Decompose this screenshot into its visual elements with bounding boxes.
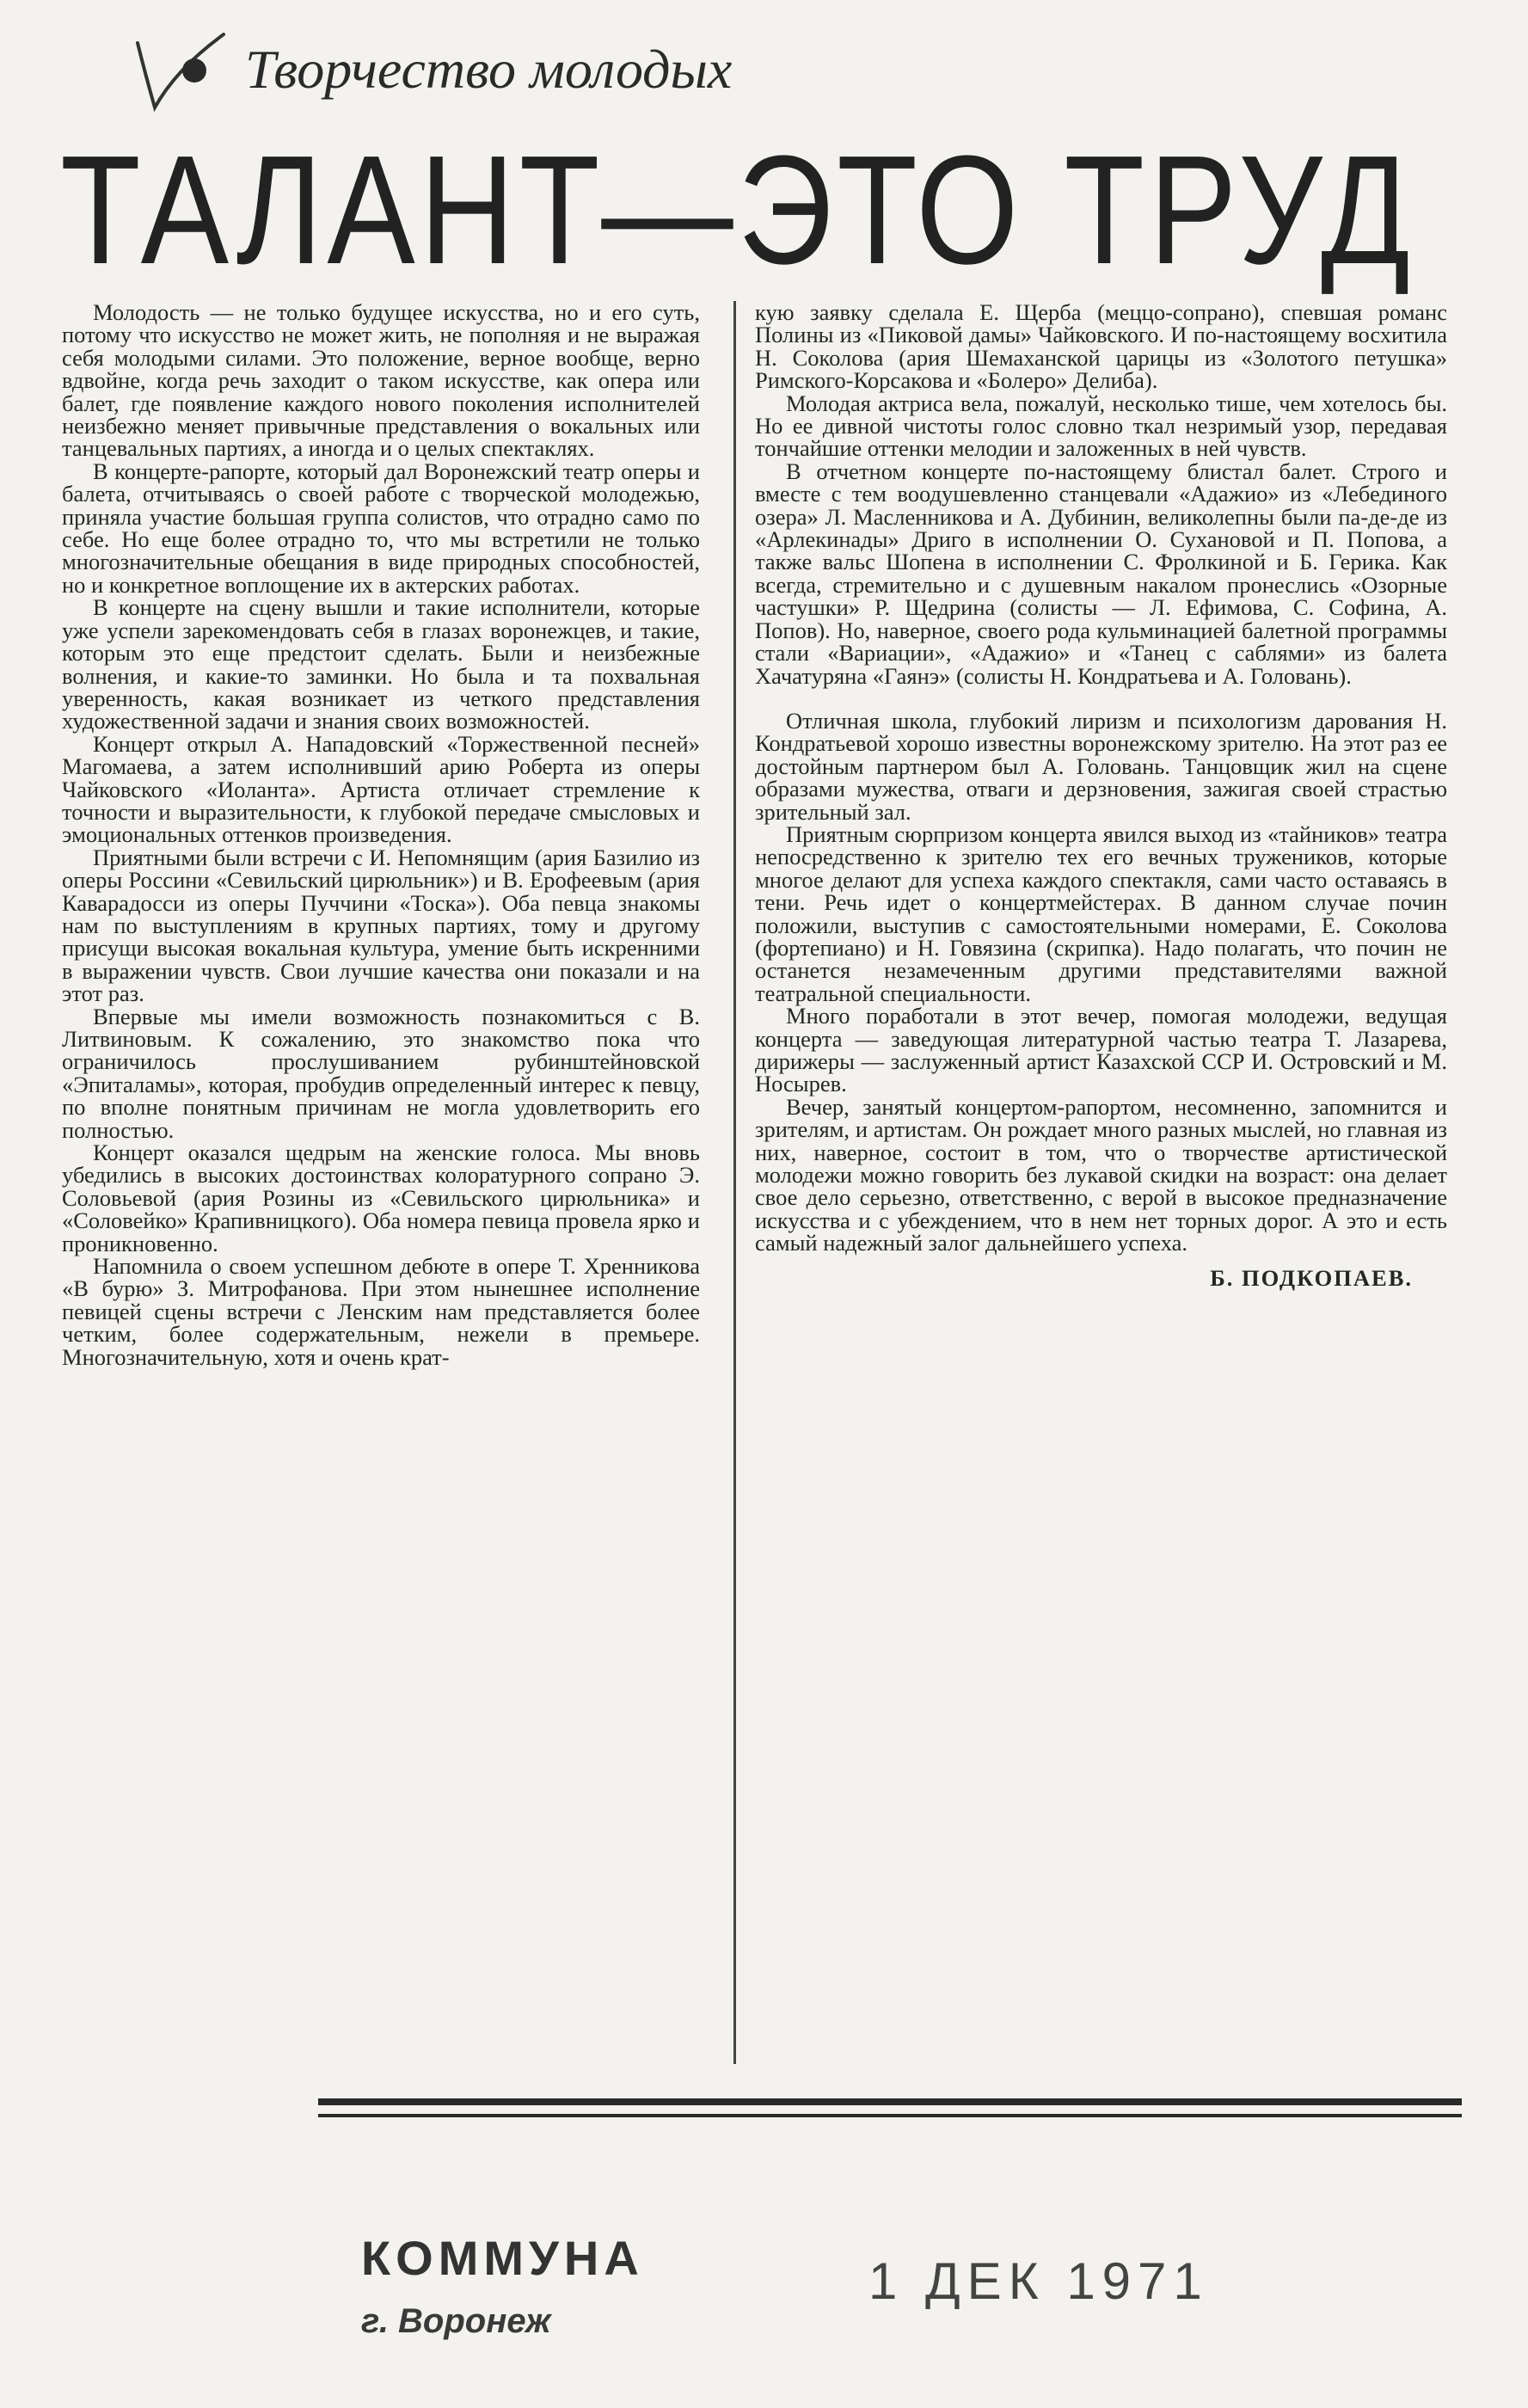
handwritten-check-mark — [129, 26, 232, 120]
stamp-city: г. Воронеж — [361, 2302, 551, 2340]
left-column — [62, 301, 700, 1368]
paragraph: Концерт оказался щедрым на женские голоса. Мы вновь убедились в высоких достоинствах колоратурного сопрано Э. Соловьевой (ария Розины из «Севильского цирюльника» и «Соловейко» Крапивницкого). Оба номера певица провела ярко и проникновенно. — [62, 1140, 700, 1256]
paragraph: Напомнила о своем успешном дебюте в опере Т. Хренникова «В бурю» З. Митрофанова. При этом нынешнее исполнение певицей сцены встречи с Ленским нам представляется более четким, более содержательным, нежели в премьере. Многозначительную, хотя и очень крат- — [62, 1253, 700, 1370]
paragraph: Приятными были встречи с И. Непомнящим (ария Базилио из оперы Россини «Севильский цирюльник») и В. Ерофеевым (ария Каварадосси из оперы Пуччини «Тоска»). Оба певца знакомы нам по выступлениям в крупных партиях, тому и другому присущи высокая вокальная культура, умение быть искренними в выражении чувств. Свои лучшие качества они показали и на этот раз. — [62, 844, 700, 1007]
right-column — [755, 301, 1447, 1289]
paragraph: В отчетном концерте по-настоящему блистал балет. Строго и вместе с тем воодушевленно станцевали «Адажио» из «Лебединого озера» Л. Масленникова и А. Дубинин, великолепны были па-де-де из «Арлекинады» Дриго в исполнении О. Сухановой и П. Попова, а также вальс Шопена в исполнении С. Фролкиной и Б. Герика. Как всегда, стремительно и с душевным накалом пронеслись «Озорные частушки» Р. Щедрина (солисты — Л. Ефимова, С. Софина, А. Попов). Но, наверное, своего рода кульминацией балетной программы стали «Вариации», «Адажио» и «Танец с саблями» из балета Хачатуряна «Гаянэ» (солисты Н. Кондратьева и А. Головань). — [755, 458, 1447, 689]
rubric-kicker: Творчество молодых — [245, 39, 733, 100]
paragraph: Молодость — не только будущее искусства, но и его суть, потому что искусство не может жить, не пополняя и не выражая себя молодыми силами. Это положение, верное вообще, верно вдвойне, когда речь заходит о таком искусстве, как опера или балет, где появление каждого нового поколения исполнителей неизбежно меняет привычные представления о вокальных или танцевальных партиях, а иногда и о целых спектаклях. — [62, 299, 700, 462]
author-signature: Б. ПОДКОПАЕВ. — [1210, 1264, 1413, 1291]
stamp-newspaper-name: КОММУНА — [361, 2231, 644, 2285]
bottom-rule-thin — [318, 2114, 1462, 2117]
paragraph: Отличная школа, глубокий лиризм и психологизм дарования Н. Кондратьевой хорошо известны воронежскому зрителю. На этот раз ее достойным партнером был А. Головань. Танцовщик жил на сцене образами мужества, отваги и дерзновения, зажигая своей страстью зрительный зал. — [755, 707, 1447, 825]
bottom-rule — [318, 2098, 1462, 2105]
paragraph: Впервые мы имели возможность познакомиться с В. Литвиновым. К сожалению, это знакомство пока что ограничилось прослушиванием рубинштейновской «Эпиталамы», которая, пробудив определенный интерес к певцу, по вполне понятным причинам не могла удовлетворить его полностью. — [62, 1003, 700, 1143]
stamp-date: 1 ДЕК 1971 — [868, 2252, 1209, 2310]
paragraph: Концерт открыл А. Нападовский «Торжественной песней» Магомаева, а затем исполнивший арию Роберта из оперы Чайковского «Иоланта». Артиста отличает стремление к точности и выразительности, к глубокой передаче смысловых и эмоциональных оттенков произведения. — [62, 730, 700, 848]
paragraph: В концерте-рапорте, который дал Воронежский театр оперы и балета, отчитываясь о своей работе с творческой молодежью, приняла участие большая группа солистов, что отрадно само по себе. Но еще более отрадно то, что мы встретили не только многозначительные обещания в виде природных способностей, но и конкретное воплощение их в актерских работах. — [62, 458, 700, 598]
paragraph: Молодая актриса вела, пожалуй, несколько тише, чем хотелось бы. Но ее дивной чистоты голос словно ткал незримый узор, передавая тончайшие оттенки мелодии и заложенных в ней чувств. — [755, 390, 1447, 462]
paragraph: Много поработали в этот вечер, помогая молодежи, ведущая концерта — заведующая литературной частью театра Т. Лазарева, дирижеры — заслуженный артист Казахской ССР И. Островский и М. Носырев. — [755, 1003, 1447, 1097]
column-divider — [733, 301, 736, 2064]
paragraph-continuation: кую заявку сделала Е. Щерба (меццо-сопрано), спевшая романс Полины из «Пиковой дамы» Чайковского. И по-настоящему восхитила Н. Соколова (ария Шемаханской царицы из «Золотого петушка» Римского-Корсакова и «Болеро» Делиба). — [755, 299, 1447, 394]
paragraph: Вечер, занятый концертом-рапортом, несомненно, запомнится и зрителям, и артистам. Он рождает много разных мыслей, но главная из них, наверное, состоит в том, что о творчестве артистической молодежи можно говорить без лукавой скидки на возраст: она делает свое дело серьезно, ответственно, с верой в высокое предназначение искусства и с убеждением, что в нем нет торных дорог. А это и есть самый надежный залог дальнейшего успеха. — [755, 1093, 1447, 1256]
paragraph: В концерте на сцену вышли и такие исполнители, которые уже успели зарекомендовать себя в глазах воронежцев, и такие, которым это еще предстоит сделать. Были и неизбежные волнения, и какие-то заминки. Но была и та похвальная уверенность, какая возникает из четкого представления художественной задачи и знания своих возможностей. — [62, 594, 700, 734]
headline: ТАЛАНТ—ЭТО ТРУД — [60, 124, 1414, 297]
bullet-icon — [182, 58, 206, 83]
paragraph: Приятным сюрпризом концерта явился выход из «тайников» театра непосредственно к зрителю тех его вечных тружеников, которые многое делают для успеха каждого спектакля, сами часто оставаясь в тени. Речь идет о концертмейстерах. В данном случае почин положили, выступив с самостоятельными номерами, Е. Соколова (фортепиано) и Н. Говязина (скрипка). Надо полагать, что почин не останется незамеченным другими представителями важной театральной специальности. — [755, 820, 1447, 1006]
